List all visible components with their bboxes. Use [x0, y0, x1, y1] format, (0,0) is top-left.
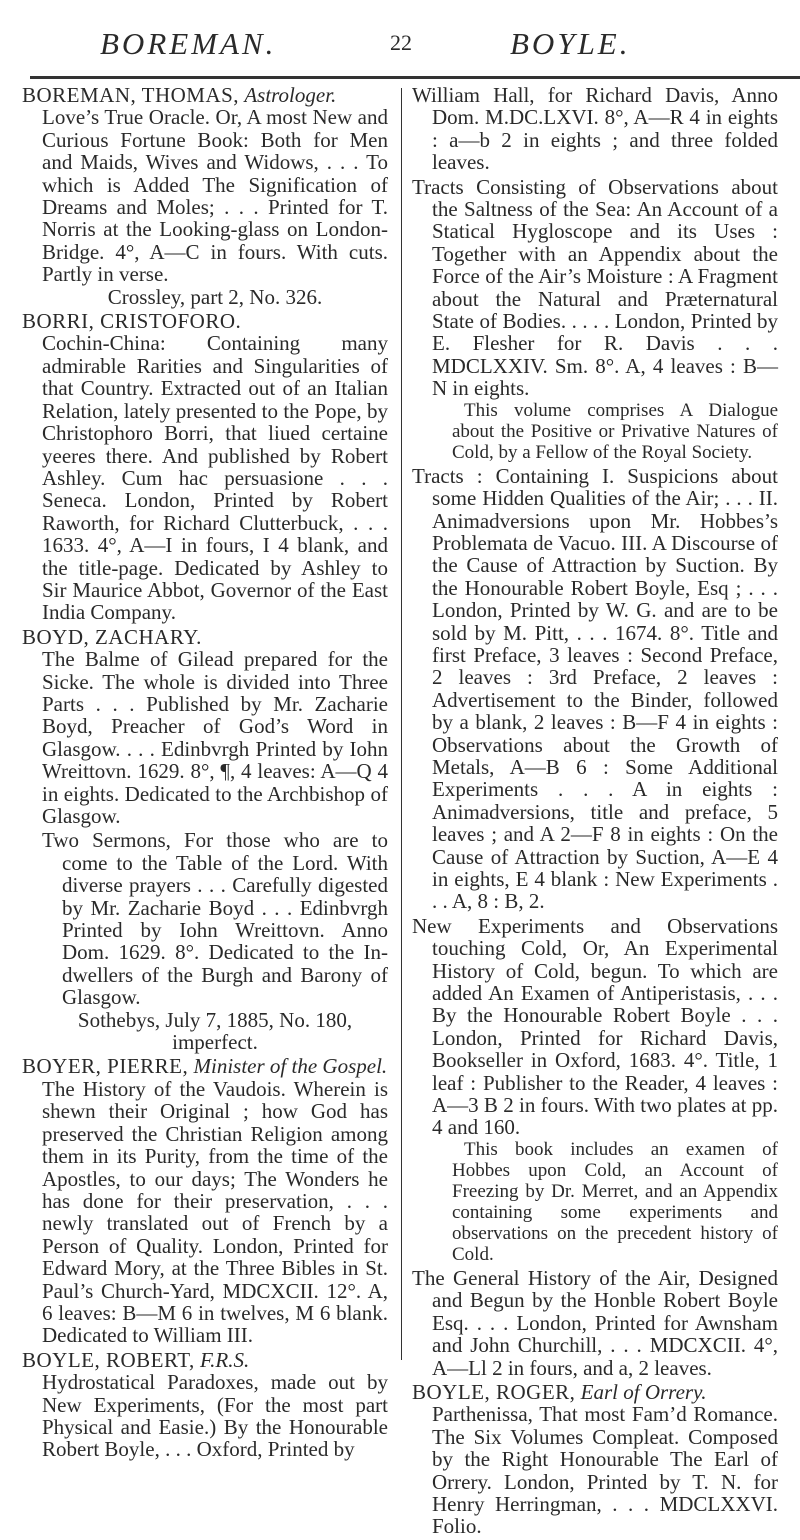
entry-heading: BOYD, ZACHARY. — [22, 624, 202, 649]
running-head-left: BOREMAN. — [100, 26, 277, 61]
entry-boyle-roger — [412, 1381, 778, 1538]
entry-boyle-robert — [22, 1349, 388, 1461]
entry-boyle-cold — [412, 915, 778, 1265]
entry-note: This volume comprises A Dialogue about the Positive or Privative Natures of Cold, by a Fellow of the Royal Society. — [452, 399, 778, 463]
entry-text: The History of the Vaudois. Wherein is shewn their Original ; how God has preserved the Christian Religion among them in its Purity, from the time of the Apostles, to our days; The Wonders he has done for their preservation, . . . newly translated out of French by a Person of Quality. London, Printed for Edward Mory, at the Three Bibles in St. Paul’s Church-Yard, MDCXCII. 12°. A, 6 leaves: B—M 6 in twelves, M 6 blank. Dedicated to William III. — [42, 1076, 388, 1348]
entry-citation: Crossley, part 2, No. 326. — [107, 284, 323, 309]
header-rule — [30, 76, 800, 79]
entry-heading: BOREMAN, THOMAS, — [22, 83, 240, 107]
entry-boyer — [22, 1055, 388, 1346]
entry-text: The General History of the Air, Designed and Begun by the Honble Robert Boyle Esq. . . . London, Printed for Awnsham and John Churchill, . . . MDCXCII. 4°, A—Ll 2 in fours, and a, 2 leaves. — [412, 1265, 778, 1380]
running-head-right: BOYLE. — [510, 26, 631, 61]
entry-role: Astrologer. — [244, 83, 337, 107]
column-divider — [401, 88, 402, 1360]
entry-heading: BOYER, PIERRE, — [22, 1054, 189, 1079]
entry-boyle-tracts-1674a — [412, 176, 778, 463]
entry-citation: Sothebys, July 7, 1885, No. 180, imperfect. — [77, 1007, 353, 1055]
entry-boyd — [22, 626, 388, 828]
right-column — [412, 84, 778, 1540]
entry-heading: BOYLE, ROBERT, — [22, 1347, 195, 1372]
entry-text: Two Sermons, For those who are to come to the Table of the Lord. With diverse prayers . . . Carefully digested by Mr. Zacharie Boyd . . . Edinbvrgh Printed by Iohn Wreittovn. Anno Dom. 1629. 8°. Dedicated to the In-dwellers of the Burgh and Barony of Glasgow. — [42, 828, 388, 1010]
entry-text: Hydrostatical Paradoxes, made out by New Experiments, (For the most part Physical and Easie.) By the Honourable Robert Boyle, . . . Oxford, Printed by — [42, 1370, 388, 1462]
entry-boyd-sermons — [22, 829, 388, 1053]
entry-borri — [22, 310, 388, 624]
entry-boyle-air — [412, 1267, 778, 1379]
entry-text: William Hall, for Richard Davis, Anno Dom. M.DC.LXVI. 8°, A—R 4 in eights : a—b 2 in eights ; and three folded leaves. — [412, 83, 778, 175]
entry-role: Minister of the Gospel. — [193, 1054, 388, 1079]
page-number: 22 — [390, 30, 412, 55]
entry-boreman — [22, 84, 388, 308]
entry-boyle-continued — [412, 84, 778, 174]
entry-heading: BORRI, CRISTOFORO. — [22, 309, 242, 334]
entry-boyle-tracts-1674b — [412, 465, 778, 913]
entry-role: F.R.S. — [200, 1347, 250, 1372]
entry-text: The Balme of Gilead prepared for the Sicke. The whole is divided into Three Parts . . . Published by Mr. Zacharie Boyd, Preacher of God’s Word in Glasgow. . . . Edinbvrgh Printed by Iohn Wreittovn. 1629. 8°, ¶, 4 leaves: A—Q 4 in eights. Dedicated to the Archbishop of Glasgow. — [42, 647, 388, 828]
entry-text: Love’s True Oracle. Or, A most New and Curious Fortune Book: Both for Men and Maids, Wives and Widows, . . . To which is Added The Signification of Dreams and Moles; . . . Printed for T. Norris at the Looking-glass on London-Bridge. 4°, A—C in fours. With cuts. Partly in verse. — [42, 105, 388, 287]
left-column — [22, 84, 388, 1463]
entry-text: Tracts Consisting of Observations about the Saltness of the Sea: An Account of a Statical Hygloscope and its Uses : Together with an Appendix about the Force of the Air’s Moisture : A Fragment about the Natural and Præternatural State of Bodies. . . . . London, Printed by E. Flesher for R. Davis . . . MDCLXXIV. Sm. 8°. A, 4 leaves : B—N in eights. — [412, 174, 778, 401]
entry-role: Earl of Orrery. — [580, 1379, 707, 1404]
entry-heading: BOYLE, ROGER, — [412, 1379, 576, 1404]
entry-text: Cochin-China: Containing many admirable Rarities and Singularities of that Country. Extracted out of an Italian Relation, lately presented to the Pope, by Christophoro Borri, that liued certaine yeeres there. And published by Robert Ashley. Cum hac persuasione . . . Seneca. London, Printed by Robert Raworth, for Richard Clutterbuck, . . . 1633. 4°, A—I in fours, I 4 blank, and the title-page. Dedicated by Ashley to Sir Maurice Abbot, Governor of the East India Company. — [42, 331, 388, 625]
entry-text: New Experiments and Observations touching Cold, Or, An Experimental History of Cold, begun. To which are added An Examen of Antiperistasis, . . . By the Honourable Robert Boyle . . . London, Printed for Richard Davis, Bookseller in Oxford, 1683. 4°. Title, 1 leaf : Publisher to the Reader, 4 leaves : A—3 B 2 in fours. With two plates at pp. 4 and 160. — [412, 913, 778, 1140]
entry-note: This book includes an examen of Hobbes upon Cold, an Account of Freezing by Dr. Merret, and an Appendix containing some experiments and observations on the precedent history of Cold. — [452, 1138, 778, 1265]
entry-text: Tracts : Containing I. Suspicions about some Hidden Qualities of the Air; . . . II. Animadversions upon Mr. Hobbes’s Problemata de Vacuo. III. A Discourse of the Cause of Attraction by Suction. By the Honourable Robert Boyle, Esq ; . . . London, Printed by W. G. and are to be sold by M. Pitt, . . . 1674. 8°. Title and first Preface, 3 leaves : Second Preface, 2 leaves : 3rd Preface, 2 leaves : Advertisement to the Binder, followed by a blank, 2 leaves : B—F 4 in eights : Observations about the Growth of Metals, A—B 6 : Some Additional Experiments . . . A in eights : Animadversions, title and preface, 5 leaves ; and A 2—F 8 in eights : On the Cause of Attraction by Suction, A—E 4 in eights, E 4 blank : New Experiments . . . A, 8 : B, 2. — [412, 463, 778, 914]
page-header — [0, 0, 800, 88]
entry-text: Parthenissa, That most Fam’d Romance. The Six Volumes Compleat. Composed by the Right Honourable The Earl of Orrery. London, Printed by T. N. for Henry Herringman, . . . MDCLXXVI. Folio. — [432, 1402, 778, 1539]
